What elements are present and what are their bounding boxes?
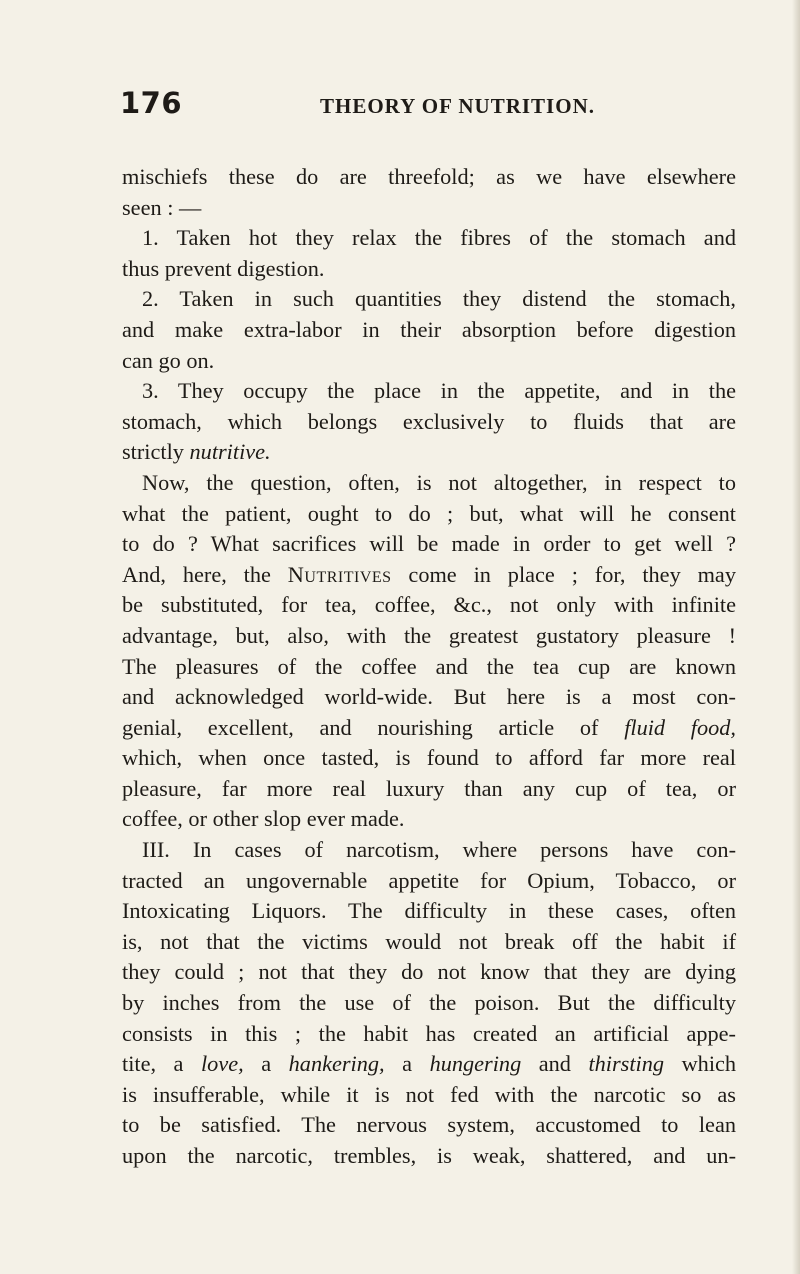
text-line: 3. They occupy the place in the appetite, and in the	[142, 378, 736, 404]
text-line: is insufferable, while it is not fed with the narcotic so as	[122, 1081, 736, 1107]
text-line: advantage, but, also, with the greatest gustatory pleasure !	[122, 622, 736, 648]
text-line: upon the narcotic, trembles, is weak, shattered, and un-	[122, 1143, 736, 1168]
italic-term: hungering	[429, 1051, 522, 1077]
italic-term: love,	[200, 1051, 244, 1077]
text-line: pleasure, far more real luxury than any cup of tea, or	[122, 775, 736, 801]
text-segment: which	[681, 1051, 737, 1077]
text-line: which, when once tasted, is found to afford far more real	[122, 745, 736, 771]
text-line: they could ; not that they do not know that they are dying	[122, 959, 736, 985]
italic-term: nutritive.	[189, 439, 271, 465]
text-line: and acknowledged world-wide. But here is a most con-	[122, 684, 736, 710]
text-line: 2. Taken in such quantities they distend the stomach,	[142, 286, 736, 312]
page-number: 176	[120, 86, 183, 120]
text-segment: tite, a	[122, 1051, 184, 1077]
small-caps-term: Nutritives	[287, 561, 392, 587]
text-segment: a	[402, 1051, 413, 1077]
text-line: by inches from the use of the poison. But the difficulty	[122, 990, 736, 1016]
text-line: Intoxicating Liquors. The difficulty in these cases, often	[122, 898, 736, 924]
text-line: mischiefs these do are threefold; as we have elsewhere	[122, 164, 736, 189]
page-edge-shadow	[792, 0, 800, 1274]
text-line: consists in this ; the habit has created an artificial appe-	[122, 1020, 736, 1046]
text-line: to be satisfied. The nervous system, accustomed to lean	[122, 1112, 736, 1138]
text-line	[122, 560, 736, 591]
text-line: Now, the question, often, is not altogether, in respect to	[142, 469, 736, 495]
page-header	[120, 86, 736, 136]
text-line: be substituted, for tea, coffee, &c., not only with infinite	[122, 592, 736, 618]
text-segment: come in place ; for, they may	[408, 561, 736, 587]
italic-term: hankering,	[288, 1051, 385, 1077]
text-line: and make extra-labor in their absorption before digestion	[122, 316, 736, 342]
text-line: is, not that the victims would not break off the habit if	[122, 928, 736, 954]
text-line: The pleasures of the coffee and the tea cup are known	[122, 653, 736, 679]
text-line	[122, 437, 736, 468]
text-line: III. In cases of narcotism, where persons have con-	[142, 837, 736, 863]
text-line: coffee, or other slop ever made.	[122, 806, 405, 832]
body-text	[122, 162, 736, 1172]
text-line: seen : —	[122, 194, 202, 220]
text-segment: And, here, the	[122, 561, 271, 587]
text-line: 1. Taken hot they relax the fibres of the stomach and	[142, 225, 736, 251]
text-line: thus prevent digestion.	[122, 255, 325, 281]
text-line: to do ? What sacrifices will be made in order to get well ?	[122, 531, 736, 557]
italic-term: fluid food,	[624, 714, 737, 740]
text-segment: genial, excellent, and nourishing article of	[122, 714, 599, 740]
text-line: tracted an ungovernable appetite for Opium, Tobacco, or	[122, 867, 736, 893]
text-line: what the patient, ought to do ; but, what will he consent	[122, 500, 736, 526]
text-line: can go on.	[122, 347, 215, 373]
text-line: stomach, which belongs exclusively to fluids that are	[122, 408, 736, 434]
text-segment: and	[538, 1051, 571, 1077]
text-segment: strictly	[122, 439, 184, 465]
italic-term: thirsting	[588, 1051, 665, 1077]
text-segment: a	[261, 1051, 272, 1077]
text-line	[122, 1049, 736, 1080]
text-line	[122, 713, 736, 744]
running-head: THEORY OF NUTRITION.	[320, 94, 595, 118]
